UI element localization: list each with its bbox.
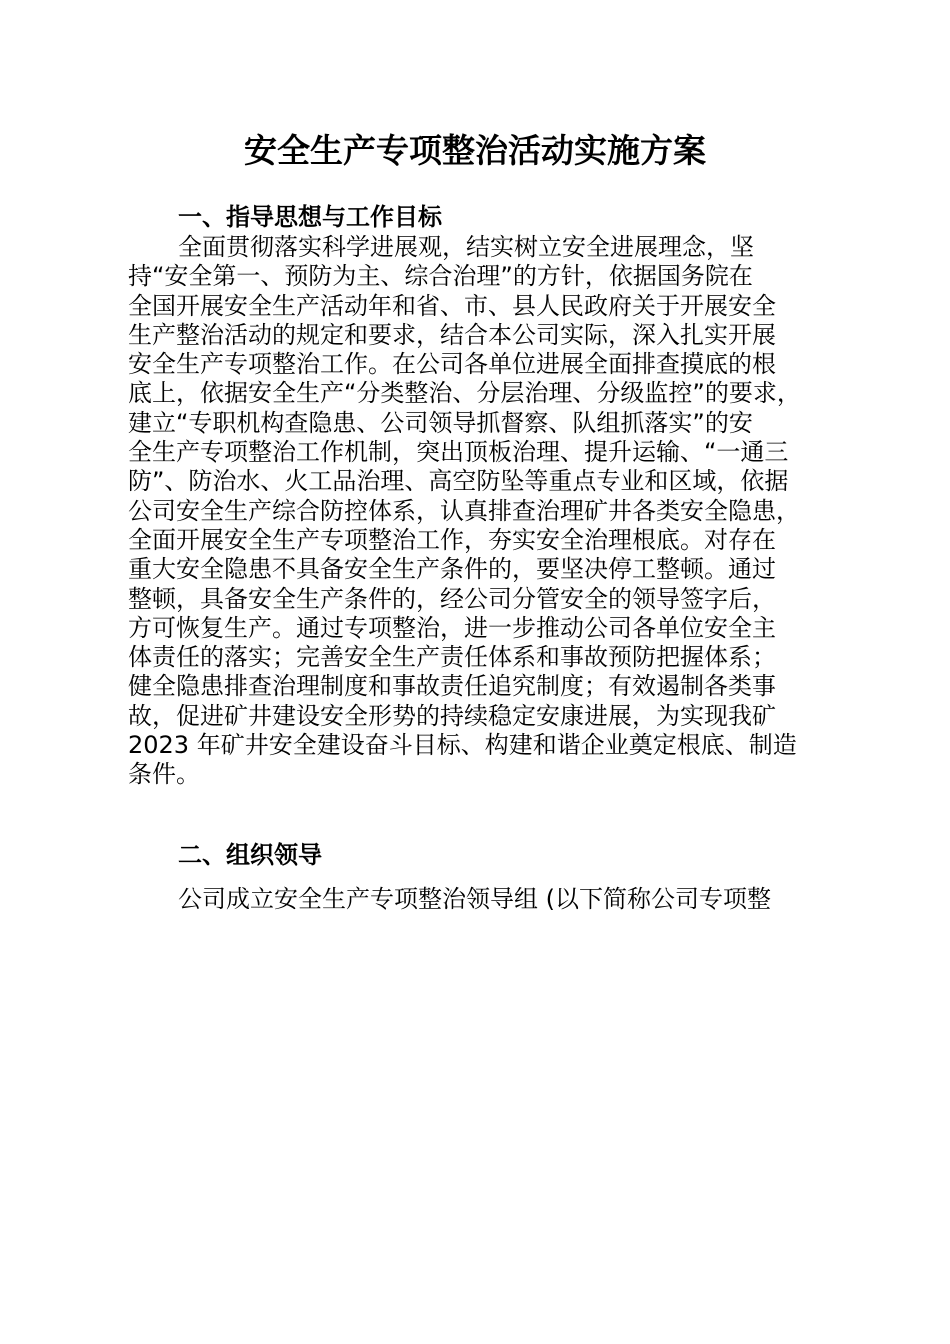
paragraph-line: 全国开展安全生产活动年和省、市、县人民政府关于开展安全 <box>128 291 776 320</box>
paragraph-line: 方可恢复生产。通过专项整治，进一步推动公司各单位安全主 <box>128 613 776 642</box>
section-1-paragraph <box>128 233 828 790</box>
paragraph-line: 故，促进矿井建设安全形势的持续稳定安康进展，为实现我矿 <box>128 701 776 730</box>
paragraph-line: 整顿，具备安全生产条件的，经公司分管安全的领导签字后， <box>128 584 776 613</box>
section-heading-1: 一、指导思想与工作目标 <box>178 203 442 231</box>
paragraph-line: 健全隐患排查治理制度和事故责任追究制度；有效遏制各类事 <box>128 672 776 701</box>
paragraph-line: 体责任的落实；完善安全生产责任体系和事故预防把握体系； <box>128 643 776 672</box>
paragraph-line: 持“安全第一、预防为主、综合治理”的方针，依据国务院在 <box>128 262 753 291</box>
paragraph-line: 安全生产专项整治工作。在公司各单位进展全面排查摸底的根 <box>128 350 776 379</box>
section-heading-2: 二、组织领导 <box>178 841 322 869</box>
paragraph-line: 生产整治活动的规定和要求，结合本公司实际，深入扎实开展 <box>128 320 776 349</box>
paragraph-line: 全生产专项整治工作机制，突出顶板治理、提升运输、“一通三 <box>128 438 789 467</box>
paragraph-line: 公司安全生产综合防控体系，认真排查治理矿井各类安全隐患， <box>128 496 800 525</box>
paragraph-line: 底上，依据安全生产“分类整治、分层治理、分级监控”的要求， <box>128 379 801 408</box>
paragraph-line: 2023 年矿井安全建设奋斗目标、构建和谐企业奠定根底、制造 <box>128 731 797 760</box>
section-2-paragraph <box>128 885 828 914</box>
paragraph-line: 全面开展安全生产专项整治工作，夯实安全治理根底。对存在 <box>128 525 776 554</box>
paragraph-line: 建立“专职机构查隐患、公司领导抓督察、队组抓落实”的安 <box>128 408 753 437</box>
document-title: 安全生产专项整治活动实施方案 <box>244 131 706 170</box>
paragraph-line: 条件。 <box>128 760 200 789</box>
paragraph-line: 全面贯彻落实科学进展观，结实树立安全进展理念，坚 <box>178 233 754 261</box>
paragraph-line: 重大安全隐患不具备安全生产条件的，要坚决停工整顿。通过 <box>128 555 776 584</box>
paragraph-line: 公司成立安全生产专项整治领导组 (以下简称公司专项整 <box>178 885 771 913</box>
paragraph-line: 防”、防治水、火工品治理、高空防坠等重点专业和区域，依据 <box>128 467 789 496</box>
